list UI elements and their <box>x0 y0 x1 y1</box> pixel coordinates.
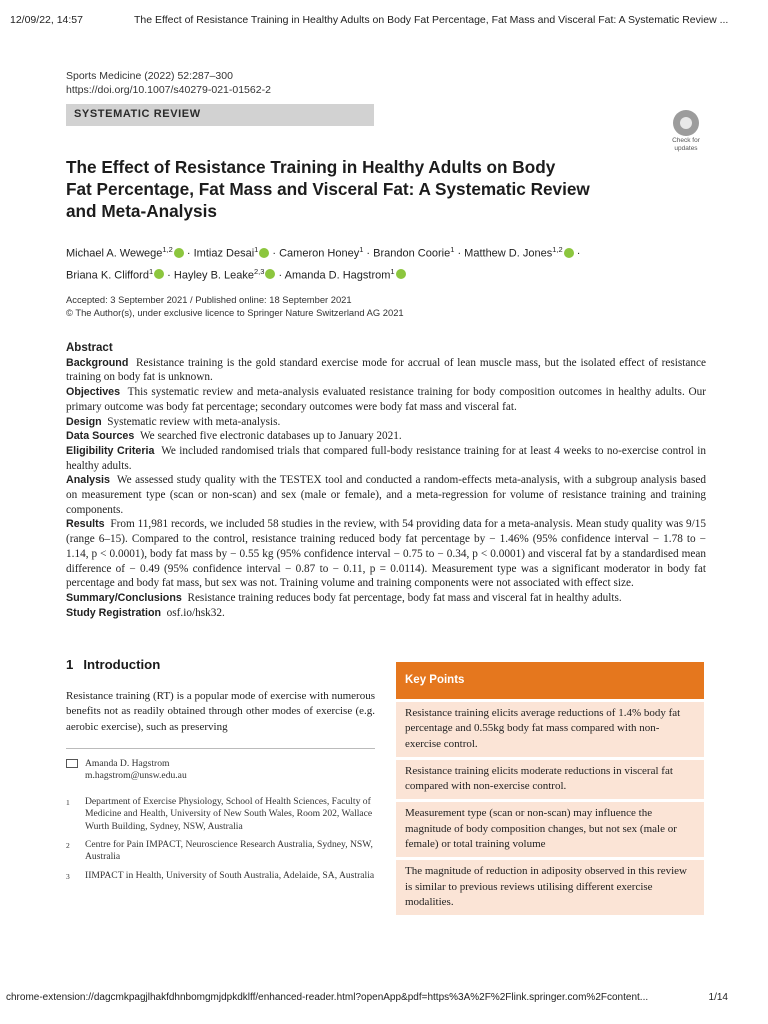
section-title: Introduction <box>83 657 161 672</box>
abstract-eligibility: Eligibility Criteria We included randomised trials that compared full-body resistance training for at least 4 weeks to no-exercise control in healthy adults. <box>66 444 707 472</box>
correspondence-name: Amanda D. Hagstrom <box>85 758 170 769</box>
author-line-2: Briana K. Clifford$^1$ · Hayley B. Leake$^{2,3}$ · Amanda D. Hagstrom$^1$ <box>66 263 706 285</box>
key-points-heading: Key Points <box>396 662 704 699</box>
abstract-analysis: Analysis We assessed study quality with the TESTEX tool and conducted a random-effects meta-analysis, with a subgroup analysis based on measurement type (scan or non-scan) and sex (male or female), and a meta-regression for volume of resistance training and training components. <box>66 474 707 516</box>
page-indicator: 1/14 <box>708 992 728 1003</box>
journal-info <box>66 69 271 97</box>
publication-dates <box>66 293 404 319</box>
abstract-design: Design Systematic review with meta-analysis. <box>66 415 281 428</box>
footnote-divider <box>66 748 375 749</box>
author-list <box>66 241 706 284</box>
copyright-notice: © The Author(s), under exclusive licence to Springer Nature Switzerland AG 2021 <box>66 307 404 318</box>
introduction-heading <box>66 657 160 672</box>
correspondence-author <box>66 758 376 783</box>
orcid-icon[interactable] <box>396 269 406 279</box>
check-updates-label: Check for updates <box>672 137 700 152</box>
orcid-icon[interactable] <box>564 248 574 258</box>
abstract-background: Background Resistance training is the gold standard exercise mode for accrual of lean muscle mass, but the isolated effect of resistance training on body fat is unknown. <box>66 356 707 384</box>
footnotes <box>66 758 376 883</box>
section-number: 1 <box>66 657 74 672</box>
journal-citation: Sports Medicine (2022) 52:287–300 <box>66 70 233 82</box>
abstract <box>66 341 706 620</box>
print-header <box>10 14 758 26</box>
author-name: Amanda D. Hagstrom <box>284 269 391 282</box>
author-name: Imtiaz Desai <box>193 247 255 260</box>
affiliation-1: 1 Department of Exercise Physiology, School of Health Sciences, Faculty of Medicine and Health, University of New South Wales, Room 202, Wallace Wurth Building, Sydney, NSW, Australia <box>66 795 373 832</box>
key-point-item: Resistance training elicits moderate reductions in visceral fat compared with non-exercise control. <box>396 760 704 800</box>
orcid-icon[interactable] <box>265 269 275 279</box>
author-name: Hayley B. Leake <box>173 269 255 282</box>
abstract-conclusions: Summary/Conclusions Resistance training reduces body fat percentage, body fat mass and visceral fat in healthy adults. <box>66 591 622 604</box>
abstract-heading: Abstract <box>66 342 113 354</box>
key-point-item: Measurement type (scan or non-scan) may influence the magnitude of body composition changes, but not sex (male or female) or total training volume <box>396 802 704 857</box>
author-line-1: Michael A. Wewege$^{1,2}$ · Imtiaz Desai$^1$ · Cameron Honey$^1$ · Brandon Coorie$^1$ · Matthew D. Jones$^{1,2}$ · <box>66 245 581 260</box>
key-point-item: The magnitude of reduction in adiposity observed in this review is similar to previous reviews utilising different exercise modalities. <box>396 860 704 915</box>
author-name: Cameron Honey <box>279 247 360 260</box>
envelope-icon <box>66 759 78 768</box>
author-name: Michael A. Wewege <box>66 247 163 260</box>
doi-link[interactable]: https://doi.org/10.1007/s40279-021-01562-2 <box>66 84 271 96</box>
abstract-registration: Study Registration osf.io/hsk32. <box>66 606 225 619</box>
author-name: Briana K. Clifford <box>66 269 149 282</box>
print-footer <box>6 992 728 1003</box>
key-point-item: Resistance training elicits average reductions of 1.4% body fat percentage and 0.55kg body fat mass compared with non-exercise control. <box>396 702 704 757</box>
print-page-title: The Effect of Resistance Training in Healthy Adults on Body Fat Percentage, Fat Mass and Visceral Fat: A Systematic Review ... <box>134 14 729 26</box>
correspondence-email[interactable]: m.hagstrom@unsw.edu.au <box>85 770 187 782</box>
orcid-icon[interactable] <box>259 248 269 258</box>
check-for-updates-badge[interactable] <box>662 110 710 153</box>
orcid-icon[interactable] <box>174 248 184 258</box>
author-name: Matthew D. Jones <box>464 247 553 260</box>
affiliation-3: 3 IIMPACT in Health, University of South Australia, Adelaide, SA, Australia <box>66 869 375 881</box>
affiliation-2: 2 Centre for Pain IMPACT, Neuroscience Research Australia, Sydney, NSW, Australia <box>66 839 373 863</box>
print-url: chrome-extension://dagcmkpagjlhakfdhnbomgmjdpkdklff/enhanced-reader.html?openApp&pdf=https%3A%2F%2Flink.springer.com%2Fcontent... <box>6 992 649 1003</box>
paper-title: The Effect of Resistance Training in Healthy Adults on Body Fat Percentage, Fat Mass and Visceral Fat: A Systematic Review and Meta-Analysis <box>66 157 590 221</box>
accepted-published-dates: Accepted: 3 September 2021 / Published online: 18 September 2021 <box>66 294 352 305</box>
author-name: Brandon Coorie <box>373 247 451 260</box>
print-datetime: 12/09/22, 14:57 <box>10 14 83 26</box>
introduction-paragraph: Resistance training (RT) is a popular mode of exercise with numerous benefits not as readily obtained through other modes of exercise (e.g. aerobic exercise), such as preserving <box>66 690 375 733</box>
abstract-objectives: Objectives This systematic review and meta-analysis evaluated resistance training for body composition outcomes in healthy adults. Our primary outcome was body fat percentage; secondary outcomes were body fat mass and visceral fat. <box>66 386 707 413</box>
article-type-label: SYSTEMATIC REVIEW <box>74 108 201 120</box>
check-updates-icon <box>673 110 699 136</box>
abstract-results: Results From 11,981 records, we included 58 studies in the review, with 54 providing data for a meta-analysis. Mean study quality was 9/15 (range 6–15). Compared to the control, resistance training reduced body fat percentage by − 1.46% (95% confidence interval − 1.78 to − 1.14, p < 0.0001), body fat mass by − 0.55 kg (95% confidence interval − 0.75 to − 0.34, p < 0.0001) and visceral fat by a standardised mean difference of − 0.49 (95% confidence interval − 0.87 to − 0.11, p = 0.0114). Measurement type was a significant moderator in body fat percentage and body fat mass, but sex was not. Training volume and training components were not associated with effect size. <box>66 518 707 590</box>
key-points-box <box>396 662 704 915</box>
abstract-data-sources: Data Sources We searched five electronic databases up to January 2021. <box>66 430 402 443</box>
orcid-icon[interactable] <box>154 269 164 279</box>
article-type-banner <box>66 104 374 126</box>
